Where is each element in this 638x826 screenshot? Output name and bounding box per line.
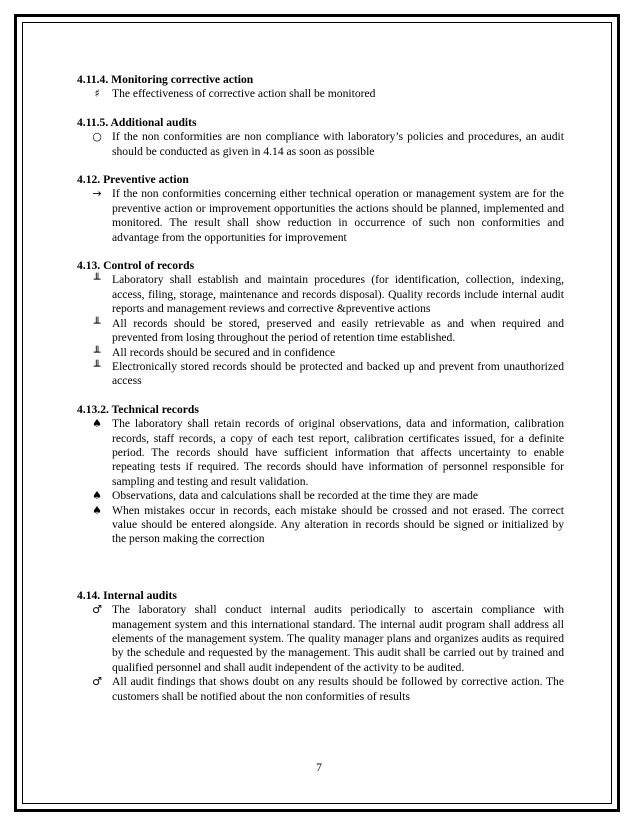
- section-preventive-action: [77, 173, 564, 245]
- male-sign-bullet-icon: ♂: [92, 603, 102, 617]
- list-item: [77, 273, 564, 316]
- list-item-text: If the non conformities concerning either technical operation or management system are for the preventive action or improvement opportunities the actions should be planned, implemented and monitored. The result shall show reduction in occurrence of such non conformities and advantage from the opportunities for improvement: [112, 187, 564, 244]
- list-item: [77, 360, 564, 389]
- section-heading: 4.13.2. Technical records: [77, 402, 199, 416]
- list-item-text: All records should be stored, preserved and easily retrievable as and when required and prevented from losing throughout the period of retention time established.: [112, 316, 564, 345]
- circle-bullet-icon: ○: [92, 130, 102, 144]
- list-item: [77, 317, 564, 346]
- section-heading: 4.13. Control of records: [77, 259, 195, 273]
- sharp-bullet-icon: ♯: [94, 87, 100, 101]
- list-item: [77, 489, 564, 503]
- male-sign-bullet-icon: ♂: [92, 675, 102, 689]
- arrow-bullet-icon: →: [92, 187, 102, 201]
- list-item: [77, 130, 564, 159]
- bullet-list: [77, 130, 564, 159]
- list-item-text: When mistakes occur in records, each mistake should be crossed and not erased. The correct value should be entered alongside. Any alteration in records should be signed or initialized by the person making the correction: [112, 503, 564, 546]
- box-bullet-icon: ╨: [93, 359, 101, 373]
- bullet-list: [77, 187, 564, 245]
- box-bullet-icon: ╨: [93, 316, 101, 330]
- list-item-text: Laboratory shall establish and maintain procedures (for identification, collection, indexing, access, filing, storage, maintenance and records disposal). Quality records include internal audit reports and management reviews and corrective &preventive actions: [112, 273, 564, 316]
- list-item-text: If the non conformities are non compliance with laboratory’s policies and procedures, an audit should be conducted as given in 4.14 as soon as possible: [112, 130, 564, 158]
- bullet-list: [77, 417, 564, 547]
- bullet-list: [77, 273, 564, 388]
- list-item: [77, 346, 564, 360]
- list-item: [77, 675, 564, 704]
- list-item: [77, 417, 564, 489]
- list-item-text: The laboratory shall conduct internal audits periodically to ascertain compliance with management system and this international standard. The internal audit program shall address all elements of the management system. The quality manager plans and organizes audits as required by the schedule and requested by the management. This audit shall be carried out by trained and qualified personnel and shall audit independent of the activity to be audited.: [112, 603, 564, 674]
- list-item-text: Electronically stored records should be protected and backed up and prevent from unauthorized access: [112, 359, 564, 388]
- list-item-text: The laboratory shall retain records of original observations, data and information, calibration records, staff records, a copy of each test report, calibration certificates issued, for a definite period. The records should have sufficient information that affects uncertainty to enable repeating tests if required. The records should have information of personnel responsible for sampling and testing and result validation.: [112, 417, 564, 488]
- list-item: [77, 504, 564, 547]
- box-bullet-icon: ╨: [93, 345, 101, 359]
- list-item-text: All records should be secured and in confidence: [112, 345, 336, 359]
- bullet-list: [77, 87, 564, 101]
- list-item-text: All audit findings that shows doubt on any results should be followed by corrective action. The customers shall be notified about the non conformities of results: [112, 675, 564, 703]
- spade-bullet-icon: ♠: [92, 489, 102, 503]
- list-item: [77, 187, 564, 245]
- section-additional-audits: [77, 116, 564, 159]
- list-item: [77, 87, 564, 101]
- list-item: [77, 603, 564, 675]
- section-heading: 4.11.4. Monitoring corrective action: [77, 73, 254, 86]
- box-bullet-icon: ╨: [93, 273, 101, 287]
- spade-bullet-icon: ♠: [92, 503, 102, 517]
- document-body: [77, 73, 564, 718]
- section-technical-records: [77, 403, 564, 547]
- bullet-list: [77, 603, 564, 704]
- section-internal-audits: [77, 589, 564, 704]
- section-control-of-records: [77, 259, 564, 389]
- spade-bullet-icon: ♠: [92, 417, 102, 431]
- section-heading: 4.11.5. Additional audits: [77, 115, 197, 129]
- page-number: 7: [316, 761, 322, 774]
- list-item-text: The effectiveness of corrective action shall be monitored: [112, 87, 376, 101]
- section-monitoring-corrective-action: [77, 73, 564, 102]
- section-heading: 4.12. Preventive action: [77, 173, 189, 187]
- section-heading: 4.14. Internal audits: [77, 588, 177, 602]
- list-item-text: Observations, data and calculations shall be recorded at the time they are made: [112, 489, 479, 503]
